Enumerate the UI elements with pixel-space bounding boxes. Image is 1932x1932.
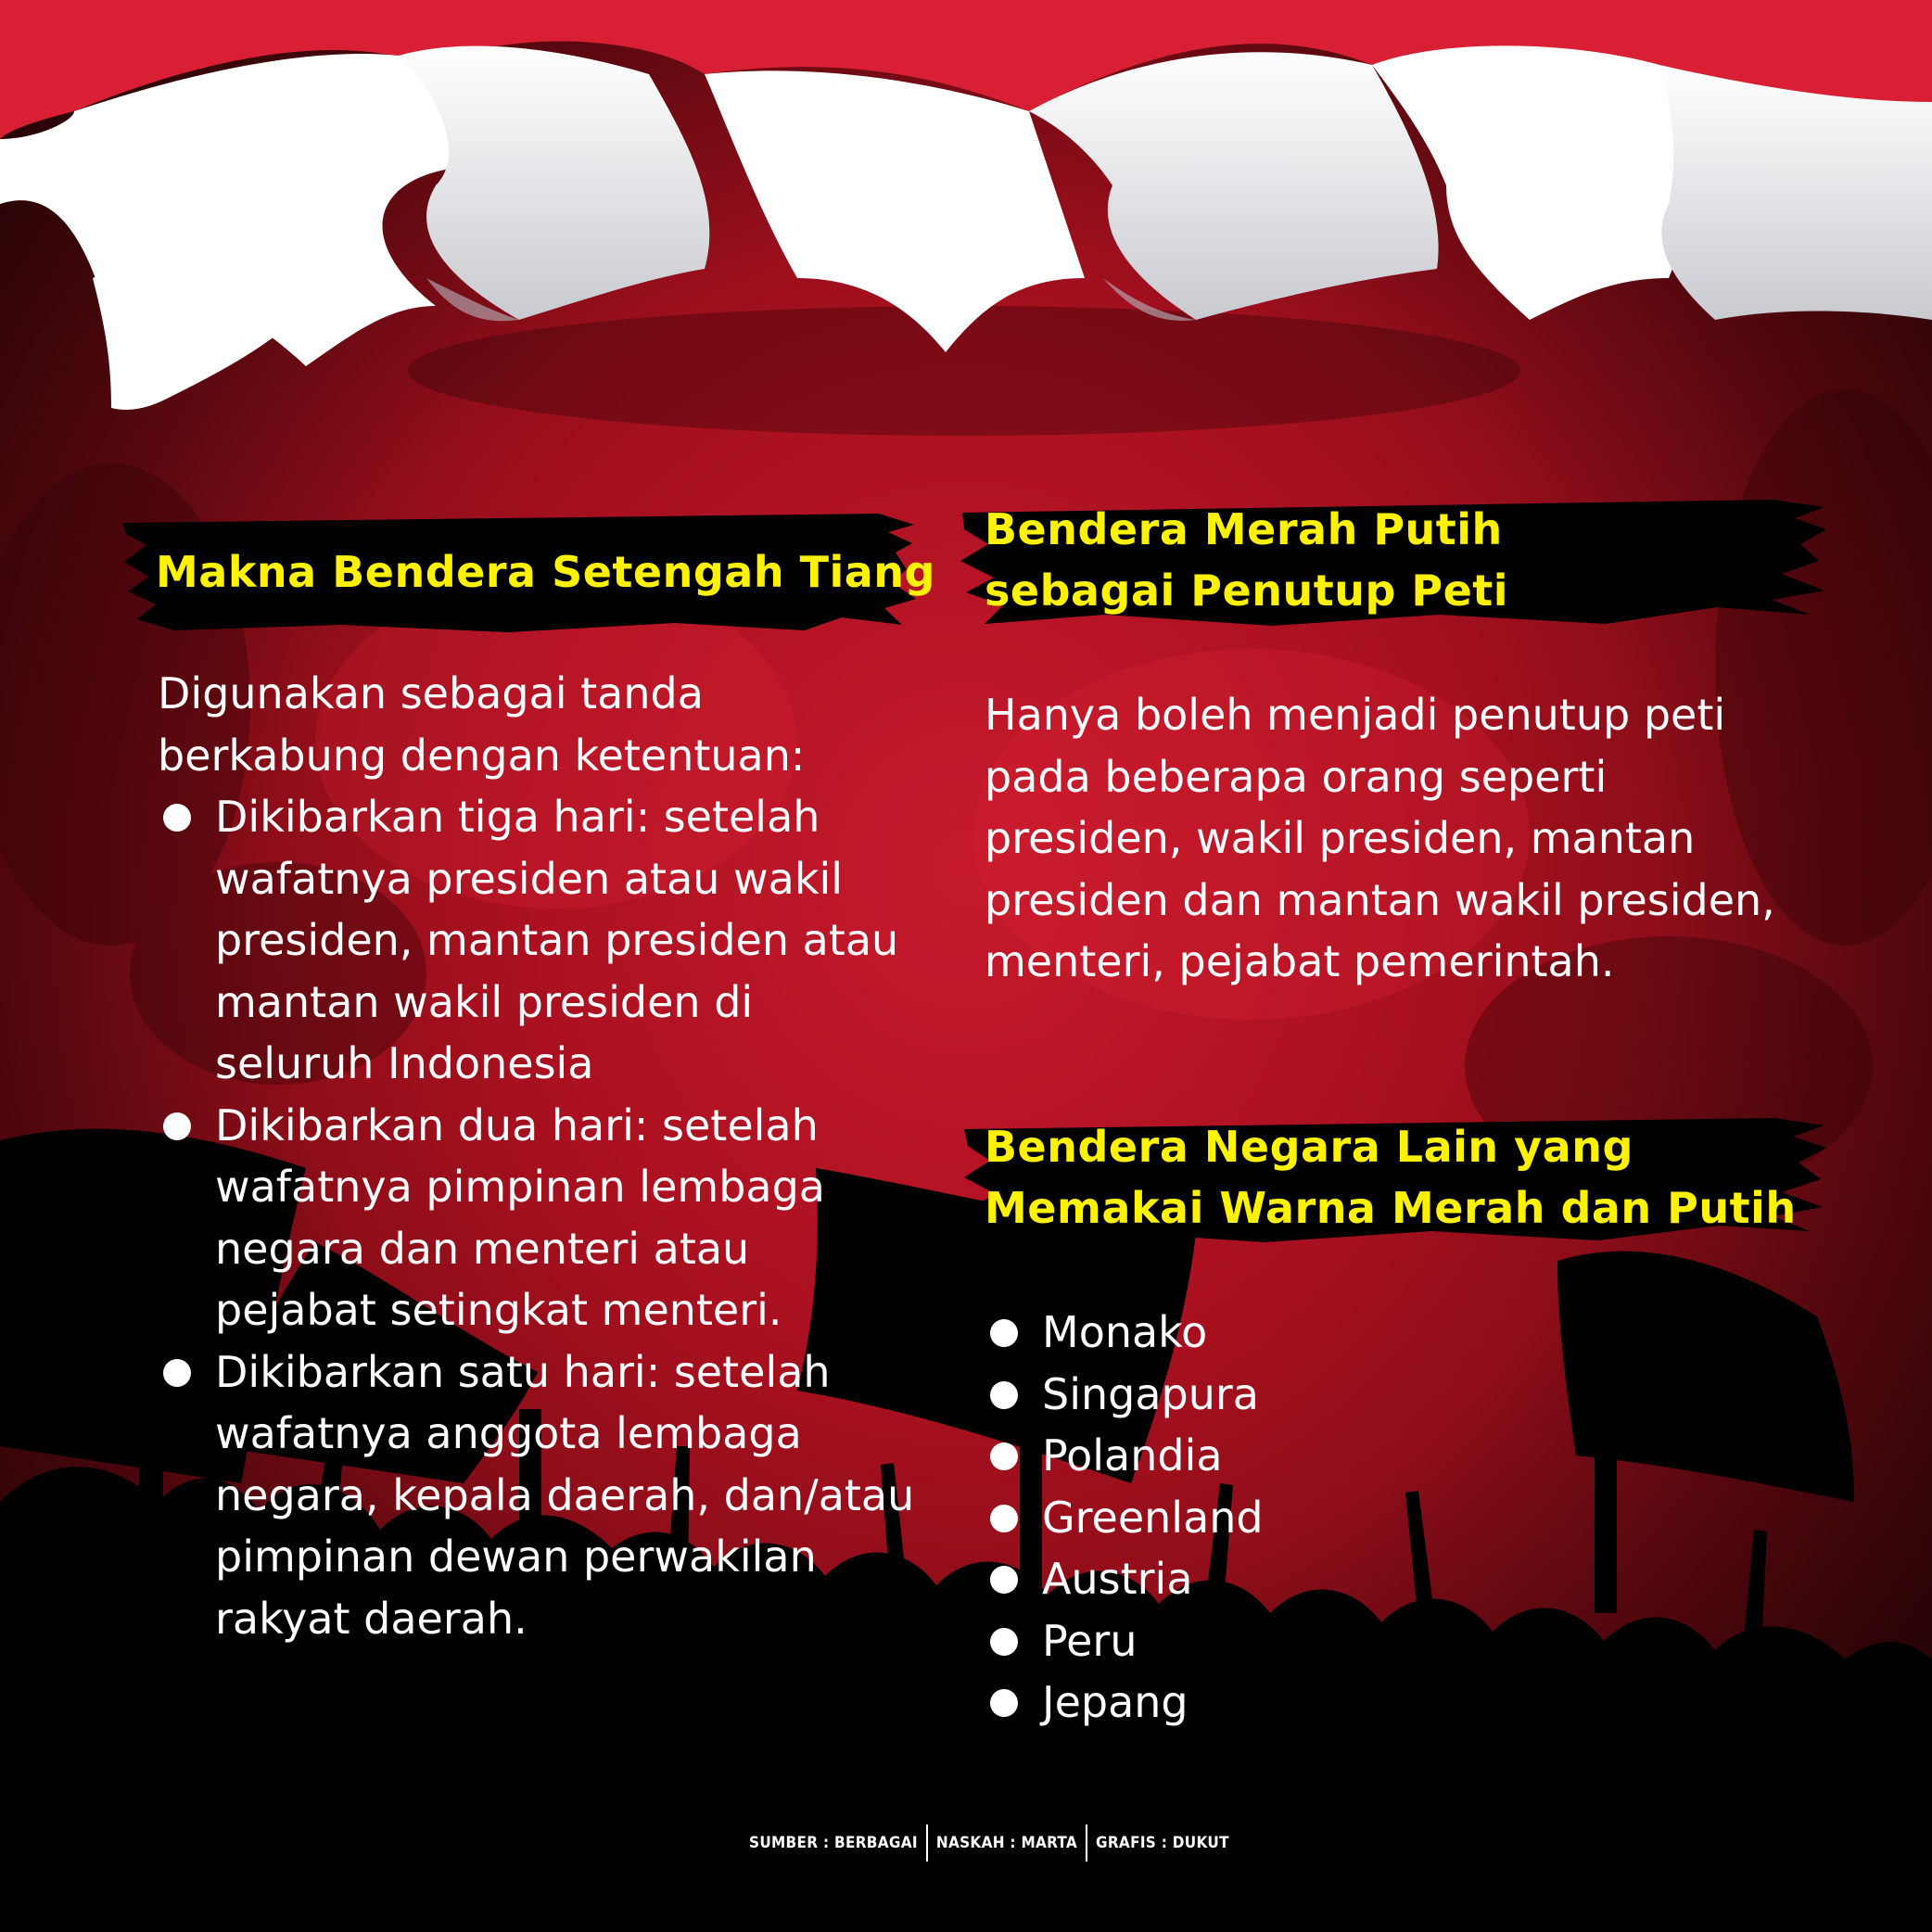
list-item: Greenland xyxy=(985,1487,1541,1549)
bullet-icon xyxy=(163,1359,191,1387)
left-heading: Makna Bendera Setengah Tiang xyxy=(156,547,935,597)
list-item: Dikibarkan tiga hari: setelah wafatnya presiden atau wakil presiden, mantan presiden atau mantan wakil presiden di seluruh Indonesia xyxy=(158,786,918,1095)
countries-list-wrap xyxy=(985,1302,1541,1734)
countries-list xyxy=(985,1302,1541,1734)
bullet-icon xyxy=(990,1381,1018,1409)
credit-graphics: GRAFIS : DUKUT xyxy=(1096,1834,1229,1852)
credit-script: NASKAH : MARTA xyxy=(935,1834,1077,1852)
bullet-icon xyxy=(163,1112,191,1140)
bullet-icon xyxy=(990,1689,1018,1717)
credits-bar xyxy=(749,1824,1229,1862)
list-item: Peru xyxy=(985,1610,1541,1672)
bullet-icon xyxy=(990,1319,1018,1347)
right-heading-1: Bendera Merah Putih sebagai Penutup Peti xyxy=(985,504,1509,616)
list-item: Jepang xyxy=(985,1671,1541,1734)
list-item: Dikibarkan dua hari: setelah wafatnya pimpinan lembaga negara dan menteri atau pejabat setingkat menteri. xyxy=(158,1095,918,1341)
right-heading-2: Bendera Negara Lain yang Memakai Warna Merah dan Putih xyxy=(985,1122,1797,1233)
list-item: Austria xyxy=(985,1548,1541,1610)
credit-divider xyxy=(926,1824,928,1862)
list-item: Monako xyxy=(985,1302,1541,1364)
list-item: Singapura xyxy=(985,1364,1541,1426)
left-intro-text: Digunakan sebagai tanda berkabung dengan ketentuan: xyxy=(158,668,806,781)
bullet-icon xyxy=(163,804,191,832)
bullet-icon xyxy=(990,1505,1018,1532)
right-text-1: Hanya boleh menjadi penutup peti pada beberapa orang seperti presiden, wakil presiden, mantan presiden dan mantan wakil presiden, menteri, pejabat pemerintah. xyxy=(985,690,1775,986)
left-bullet-list xyxy=(158,786,918,1649)
left-column-body xyxy=(158,663,918,1649)
list-item: Polandia xyxy=(985,1425,1541,1487)
list-item: Dikibarkan satu hari: setelah wafatnya anggota lembaga negara, kepala daerah, dan/atau pimpinan dewan perwakilan rakyat daerah. xyxy=(158,1341,918,1650)
bullet-icon xyxy=(990,1566,1018,1594)
bullet-icon xyxy=(990,1443,1018,1470)
credit-divider xyxy=(1086,1824,1087,1862)
bullet-icon xyxy=(990,1628,1018,1656)
credit-source: SUMBER : BERBAGAI xyxy=(749,1834,918,1852)
